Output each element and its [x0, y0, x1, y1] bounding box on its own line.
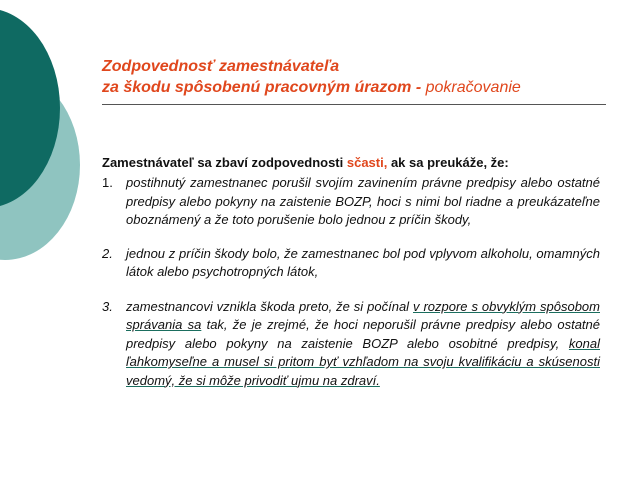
intro-sentence [102, 154, 600, 172]
title-suffix: pokračovanie [425, 79, 521, 96]
list-item-2 [102, 245, 600, 282]
list-item-3-underline-1: v rozpore s obvyklým spôsobom správania sa [126, 298, 600, 332]
list-item-1-number: 1. [102, 175, 113, 190]
title-divider [102, 104, 606, 105]
list-item-3 [102, 298, 600, 391]
list-item-3-underline-2: konal ľahkomyseľne a musel si pritom byť vzhľadom na svoju kvalifikáciu a skúsenosti vedomý, že si môže privodiť ujmu na zdraví. [126, 335, 600, 388]
list-item-3-number: 3. [102, 298, 113, 314]
slide-title [102, 56, 612, 98]
intro-highlight: sčasti, [346, 155, 388, 170]
title-line-2-main: za škodu spôsobenú pracovným úrazom - [102, 79, 426, 96]
slide-body [102, 154, 600, 390]
list-item-3-part2: tak, že je zrejmé, že hoci neporušil právne predpisy alebo ostatné predpisy alebo pokyny na zaistenie BOZP alebo osobitné predpisy, [126, 317, 600, 351]
list-item-2-number: 2. [102, 245, 113, 261]
list-item-3-text [126, 298, 600, 391]
list-item-1-text: postihnutý zamestnanec porušil svojím zavinením právne predpisy alebo ostatné predpisy alebo pokyny na zaistenie BOZP, hoci s nimi bol riadne a preukázateľne oboznámený a že toto porušenie bolo jednou z príčin škody, [126, 175, 600, 227]
title-line-2 [102, 77, 612, 98]
title-line-1: Zodpovednosť zamestnávateľa [102, 58, 340, 75]
list-item-2-text: jednou z príčin škody bolo, že zamestnanec bol pod vplyvom alkoholu, omamných látok alebo psychotropných látok, [126, 245, 600, 279]
intro-after: ak sa preukáže, že: [387, 155, 509, 170]
intro-before: Zamestnávateľ sa zbaví zodpovednosti [102, 155, 347, 170]
list-item-1 [102, 174, 600, 230]
list-item-3-part1: zamestnancovi vznikla škoda preto, že si počínal [126, 298, 413, 314]
